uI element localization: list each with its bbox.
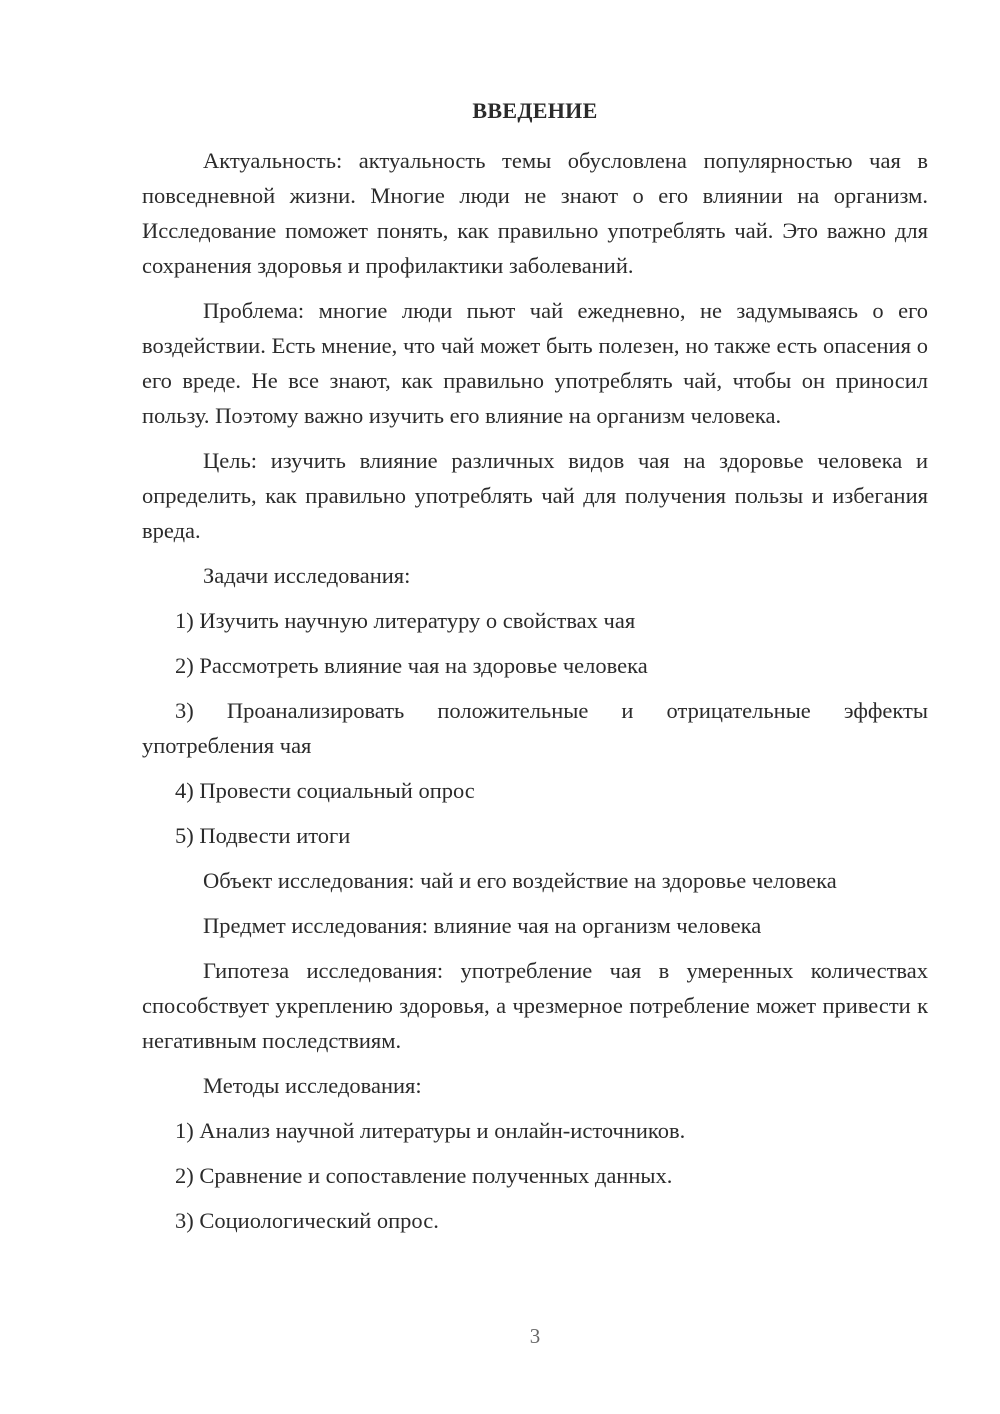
paragraph-hypothesis: Гипотеза исследования: употребление чая в умеренных количествах способствует укреплению здоровья, а чрезмерное потребление может привести к негативным последствиям. — [142, 958, 928, 1053]
method-item-1: 1) Анализ научной литературы и онлайн-источников. — [175, 1118, 686, 1143]
method-item-3: 3) Социологический опрос. — [175, 1208, 439, 1233]
paragraph-object: Объект исследования: чай и его воздействие на здоровье человека — [203, 868, 837, 893]
methods-heading: Методы исследования: — [203, 1073, 422, 1098]
section-heading: ВВЕДЕНИЕ — [472, 98, 598, 123]
document-body — [142, 143, 928, 1248]
method-item-2: 2) Сравнение и сопоставление полученных данных. — [175, 1163, 673, 1188]
task-item-2: 2) Рассмотреть влияние чая на здоровье человека — [175, 653, 648, 678]
task-item-5: 5) Подвести итоги — [175, 823, 351, 848]
task-item-4: 4) Провести социальный опрос — [175, 778, 475, 803]
task-item-1: 1) Изучить научную литературу о свойствах чая — [175, 608, 636, 633]
paragraph-goal: Цель: изучить влияние различных видов чая на здоровье человека и определить, как правильно употреблять чай для получения пользы и избегания вреда. — [142, 448, 928, 543]
page-number: 3 — [529, 1324, 541, 1348]
paragraph-actuality: Актуальность: актуальность темы обусловлена популярностью чая в повседневной жизни. Многие люди не знают о его влиянии на организм. Исследование поможет понять, как правильно употреблять чай. Это важно для сохранения здоровья и профилактики заболеваний. — [142, 148, 928, 278]
paragraph-problem: Проблема: многие люди пьют чай ежедневно, не задумываясь о его воздействии. Есть мнение, что чай может быть полезен, но также есть опасения о его вреде. Не все знают, как правильно употреблять чай, чтобы он приносил пользу. Поэтому важно изучить его влияние на организм человека. — [142, 298, 928, 428]
tasks-heading: Задачи исследования: — [203, 563, 411, 588]
paragraph-subject: Предмет исследования: влияние чая на организм человека — [203, 913, 762, 938]
task-item-3: 3) Проанализировать положительные и отрицательные эффекты употребления чая — [142, 698, 928, 758]
